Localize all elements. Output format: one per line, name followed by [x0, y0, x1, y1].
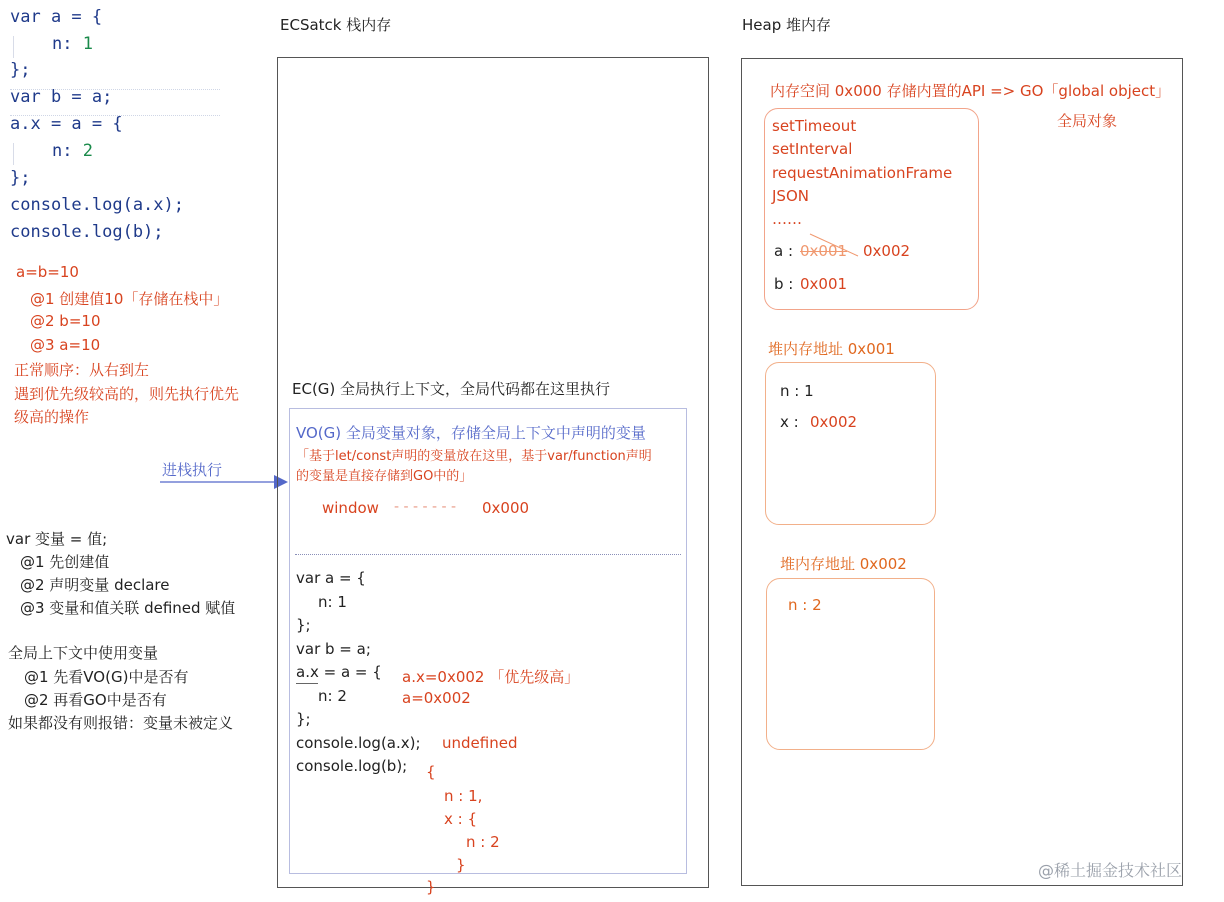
stack-code-9: console.log(b); — [296, 757, 408, 775]
code-line-8: console.log(a.x); — [10, 195, 184, 215]
code-line-2: n: 1 — [52, 34, 93, 54]
note-scope-title: 全局上下文中使用变量 — [8, 644, 159, 662]
annotation-ax: a.x=0x002 「优先级高」 — [402, 668, 580, 686]
stack-code-6: n: 2 — [318, 687, 347, 705]
watermark: @稀土掘金技术社区 — [1038, 861, 1183, 880]
note-var-step-1: @1 先创建值 — [20, 553, 110, 571]
result-inner-n: n : 2 — [466, 833, 500, 851]
result-n: n : 1, — [444, 787, 483, 805]
note-var-syntax: var 变量 = 值; — [6, 530, 108, 548]
annotation-undefined: undefined — [442, 734, 518, 752]
ecg-title: EC(G) 全局执行上下文，全局代码都在这里执行 — [292, 380, 611, 398]
builtin-setinterval: setInterval — [772, 140, 853, 158]
go-a-label: a : — [774, 242, 794, 260]
go-b-label: b : — [774, 275, 794, 293]
heap-space-subtitle: 全局对象 — [1057, 112, 1118, 130]
obj1-x-value: 0x002 — [810, 413, 858, 431]
heap-space-title: 内存空间 0x000 存储内置的API => GO「global object」 — [770, 82, 1171, 100]
obj1-n: n : 1 — [780, 382, 814, 400]
note-scope-step-1: @1 先看VO(G)中是否有 — [24, 668, 189, 686]
note-order: 正常顺序：从右到左 — [14, 361, 150, 379]
stack-code-1: var a = { — [296, 569, 366, 587]
note-step-2: @2 b=10 — [30, 312, 101, 330]
builtin-settimeout: setTimeout — [772, 117, 857, 135]
annotation-a: a=0x002 — [402, 689, 471, 707]
note-scope-error: 如果都没有则报错：变量未被定义 — [8, 714, 234, 732]
code-line-9: console.log(b); — [10, 222, 164, 242]
heap-obj1-title: 堆内存地址 0x001 — [768, 340, 895, 358]
window-address: 0x000 — [482, 499, 530, 517]
stack-code-3: }; — [296, 616, 311, 634]
note-scope-step-2: @2 再看GO中是否有 — [24, 691, 167, 709]
stack-code-7: }; — [296, 710, 311, 728]
note-priority-2: 级高的操作 — [14, 408, 90, 426]
code-line-3: }; — [10, 60, 31, 80]
push-stack-label: 进栈执行 — [162, 461, 223, 479]
note-var-step-2: @2 声明变量 declare — [20, 576, 170, 594]
stack-code-4: var b = a; — [296, 640, 371, 658]
result-inner-close: } — [456, 856, 466, 874]
vo-note-1: 「基于let/const声明的变量放在这里，基于var/function声明 — [296, 449, 652, 464]
note-priority-1: 遇到优先级较高的，则先执行优先 — [14, 385, 240, 403]
result-close: } — [426, 878, 436, 896]
go-b-value: 0x001 — [800, 275, 848, 293]
go-a-old-value: 0x001 — [800, 242, 848, 260]
code-line-4: var b = a; — [10, 87, 113, 107]
go-a-new-value: 0x002 — [863, 242, 911, 260]
global-object-box — [764, 108, 979, 310]
code-line-5: a.x = a = { — [10, 114, 123, 134]
vo-note-2: 的变量是直接存储到GO中的」 — [296, 469, 473, 484]
result-x: x : { — [444, 810, 478, 828]
underline-mark — [296, 683, 318, 684]
code-line-1: var a = { — [10, 7, 103, 27]
indent-guide — [13, 143, 14, 165]
builtin-json: JSON — [772, 187, 809, 205]
result-open: { — [426, 763, 436, 781]
note-step-1: @1 创建值10「存储在栈中」 — [30, 290, 229, 308]
obj1-x-label: x : — [780, 413, 799, 431]
stack-title: ECSatck 栈内存 — [280, 16, 392, 34]
push-stack-arrow — [160, 472, 290, 492]
builtin-raf: requestAnimationFrame — [772, 164, 953, 182]
builtin-ellipsis: …… — [772, 210, 802, 228]
indent-guide — [13, 36, 14, 58]
code-line-6: n: 2 — [52, 141, 93, 161]
window-label: window — [322, 499, 379, 517]
heap-title: Heap 堆内存 — [742, 16, 831, 34]
note-assign: a=b=10 — [16, 263, 79, 281]
stack-code-2: n: 1 — [318, 593, 347, 611]
obj2-n: n : 2 — [788, 596, 822, 614]
vo-divider — [295, 554, 681, 555]
stack-code-5: a.x = a = { — [296, 663, 382, 681]
strike-mark — [808, 232, 868, 264]
heap-obj2-title: 堆内存地址 0x002 — [780, 555, 907, 573]
note-var-step-3: @3 变量和值关联 defined 赋值 — [20, 599, 236, 617]
stack-code-8: console.log(a.x); — [296, 734, 421, 752]
note-step-3: @3 a=10 — [30, 336, 101, 354]
window-link: - - - - - - - — [394, 499, 457, 515]
code-line-7: }; — [10, 168, 31, 188]
vo-title: VO(G) 全局变量对象，存储全局上下文中声明的变量 — [296, 424, 646, 442]
